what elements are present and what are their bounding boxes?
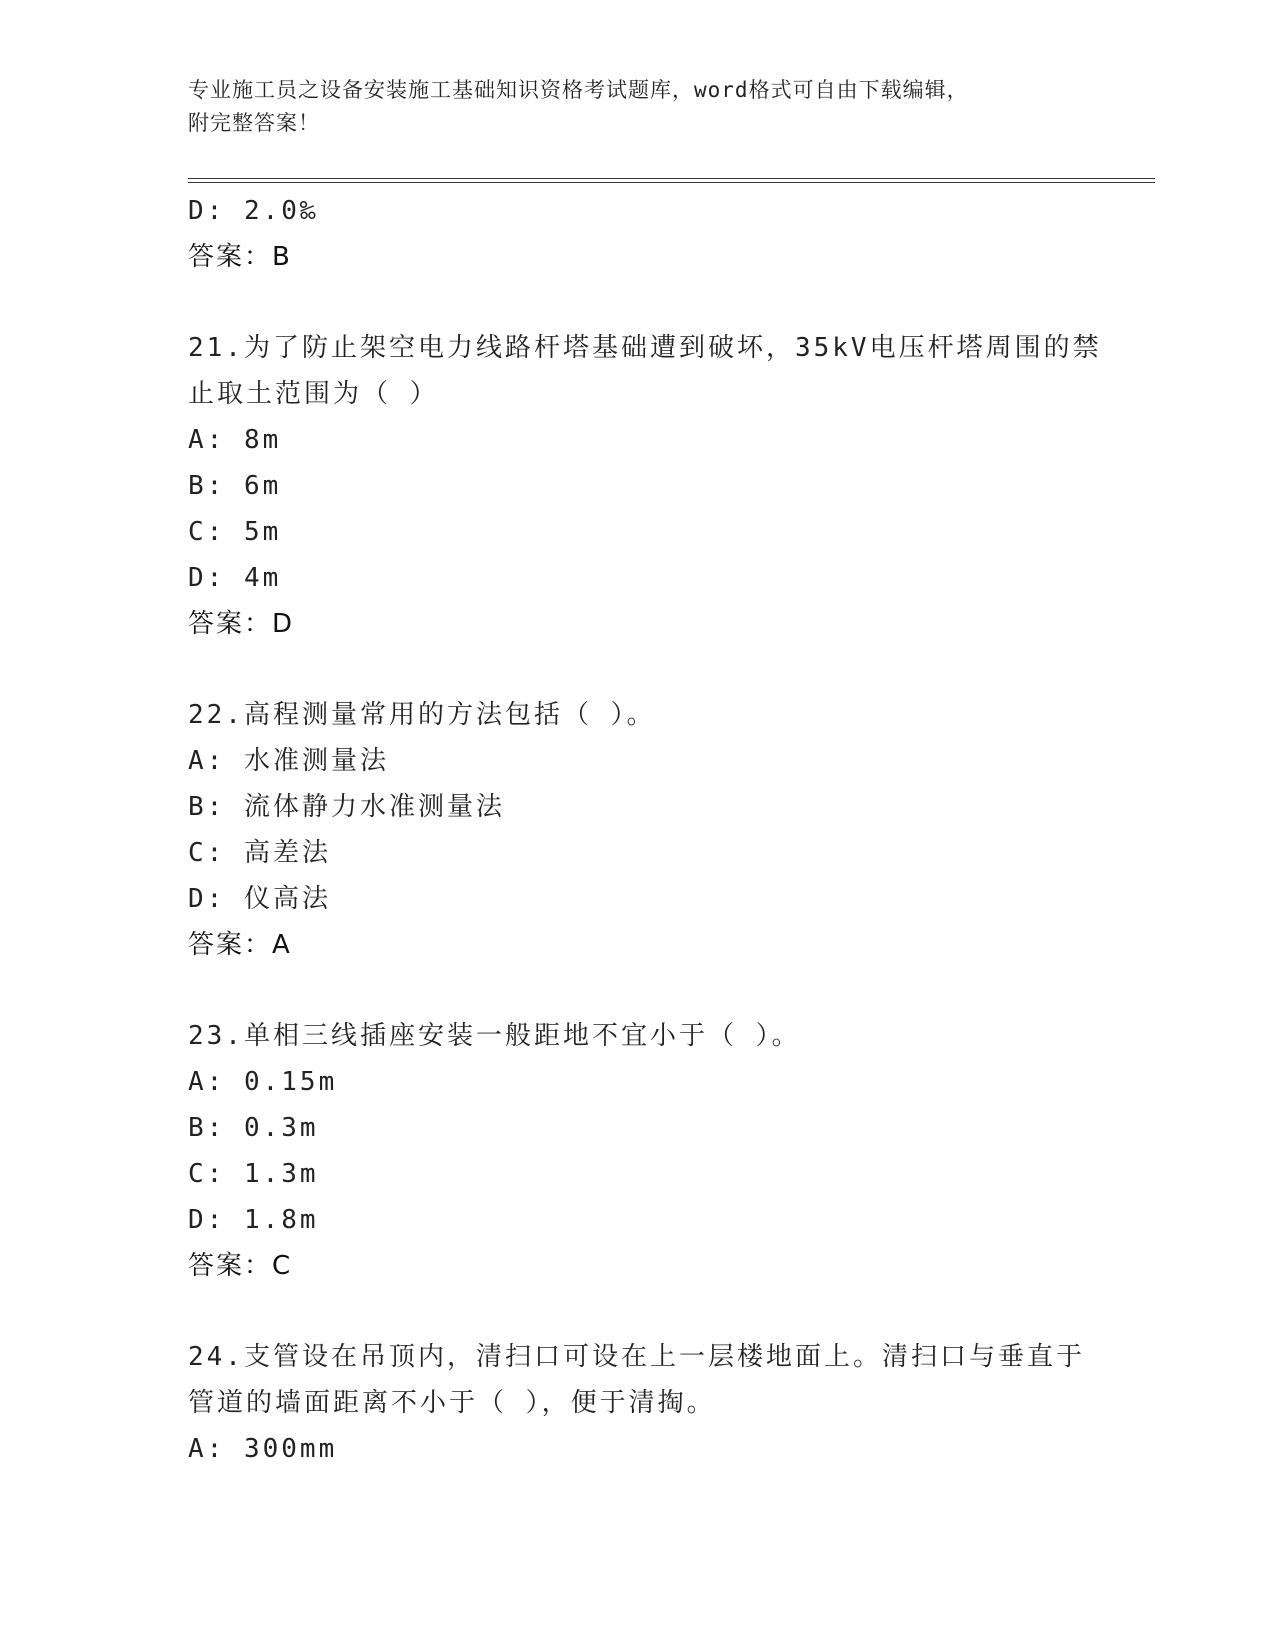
option-a: A: 300mm <box>188 1434 338 1464</box>
option-b: B: 6m <box>188 471 282 501</box>
question-21 <box>188 325 1108 647</box>
question-text: 21.为了防止架空电力线路杆塔基础遭到破坏，35kV电压杆塔周围的禁止取土范围为（ ） <box>188 333 1102 409</box>
option-a: A: 8m <box>188 425 282 455</box>
option-c: C: 5m <box>188 517 282 547</box>
option-a: A: 水准测量法 <box>188 746 389 776</box>
question-22 <box>188 692 1108 968</box>
question-text: 22.高程测量常用的方法包括（ ）。 <box>188 700 656 730</box>
option-a: A: 0.15m <box>188 1067 338 1097</box>
option-c: C: 高差法 <box>188 838 331 868</box>
question-23 <box>188 1013 1108 1289</box>
answer: 答案：A <box>188 930 292 960</box>
question-24 <box>188 1334 1108 1472</box>
answer: 答案：D <box>188 609 295 639</box>
option-d: D: 4m <box>188 563 282 593</box>
header-line-2: 附完整答案！ <box>188 111 320 135</box>
option-d: D: 2.0‰ <box>188 196 319 226</box>
option-b: B: 0.3m <box>188 1113 319 1143</box>
question-list <box>188 188 1108 1472</box>
answer: 答案：C <box>188 1251 293 1281</box>
option-d: D: 1.8m <box>188 1205 319 1235</box>
option-c: C: 1.3m <box>188 1159 319 1189</box>
document-header <box>188 74 1088 140</box>
answer: 答案：B <box>188 242 292 272</box>
option-d: D: 仪高法 <box>188 884 331 914</box>
header-divider <box>188 178 1155 183</box>
option-b: B: 流体静力水准测量法 <box>188 792 505 822</box>
header-line-1: 专业施工员之设备安装施工基础知识资格考试题库，word格式可自由下载编辑， <box>188 78 969 102</box>
carryover-block <box>188 188 1108 280</box>
question-text: 24.支管设在吊顶内，清扫口可设在上一层楼地面上。清扫口与垂直于管道的墙面距离不小于（ ），便于清掏。 <box>188 1342 1085 1418</box>
question-text: 23.单相三线插座安装一般距地不宜小于（ ）。 <box>188 1021 801 1051</box>
